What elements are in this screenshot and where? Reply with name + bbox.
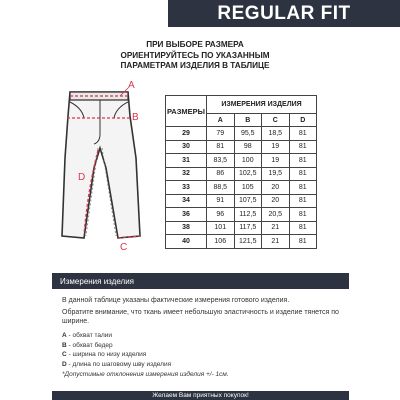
size-cell: 32 — [166, 167, 207, 181]
label-d: D — [78, 172, 86, 183]
section-title: Измерения изделия — [60, 276, 134, 286]
size-cell: 30 — [166, 140, 207, 154]
table-row — [166, 154, 317, 168]
legend-item: C - ширина по низу изделия — [62, 351, 147, 359]
measure-cell: 106 — [207, 235, 235, 249]
measurement-legend — [62, 331, 171, 369]
measure-cell: 19 — [262, 140, 290, 154]
legend-item: D - длина по шаговому шву изделия — [62, 360, 172, 368]
measure-cell: 81 — [289, 167, 317, 181]
elasticity-note: Обратите внимание, что ткань имеет небольшую эластичность и изделие тянется по ширине. — [62, 309, 339, 325]
measure-cell: 86 — [207, 167, 235, 181]
intro-line: ПРИ ВЫБОРЕ РАЗМЕРА — [146, 40, 244, 49]
table-row — [166, 208, 317, 222]
measure-cell: 91 — [207, 194, 235, 208]
measure-cell: 96 — [207, 208, 235, 222]
measure-cell: 112,5 — [234, 208, 262, 222]
column-letter: C — [262, 114, 290, 127]
measure-cell: 88,5 — [207, 181, 235, 195]
measure-cell: 100 — [234, 154, 262, 168]
intro-line: ПАРАМЕТРАМ ИЗДЕЛИЯ В ТАБЛИЦЕ — [120, 61, 270, 70]
measure-cell: 105 — [234, 181, 262, 195]
size-cell: 31 — [166, 154, 207, 168]
footer-banner — [52, 391, 349, 400]
measure-cell: 19,5 — [262, 167, 290, 181]
measure-cell: 19 — [262, 154, 290, 168]
table-row — [166, 127, 317, 141]
measure-cell: 121,5 — [234, 235, 262, 249]
size-cell: 34 — [166, 194, 207, 208]
jeans-diagram — [48, 78, 148, 253]
measure-cell: 21 — [262, 221, 290, 235]
table-row — [166, 221, 317, 235]
legend-item: B - обхват бедер — [62, 341, 113, 349]
measure-cell: 81 — [289, 208, 317, 222]
size-table — [165, 95, 317, 249]
brand-banner — [168, 0, 400, 27]
table-row — [166, 140, 317, 154]
measure-cell: 107,5 — [234, 194, 262, 208]
measure-cell: 79 — [207, 127, 235, 141]
legend-item: A - обхват талии — [62, 332, 113, 339]
sizes-header: РАЗМЕРЫ — [166, 96, 207, 127]
measure-cell: 20,5 — [262, 208, 290, 222]
label-b: B — [132, 112, 139, 123]
column-letter: A — [207, 114, 235, 127]
tolerance-footnote: *Допустимые отклонения измерения изделия +/- 1см. — [62, 371, 229, 378]
footer-text: Желаем Вам приятных покупок! — [152, 392, 249, 399]
jeans-outline — [62, 92, 140, 238]
table-row — [166, 235, 317, 249]
measure-cell: 81 — [289, 154, 317, 168]
measure-cell: 117,5 — [234, 221, 262, 235]
measure-cell: 81 — [289, 127, 317, 141]
intro-line: ОРИЕНТИРУЙТЕСЬ ПО УКАЗАННЫМ — [120, 50, 270, 60]
column-letter: D — [289, 114, 317, 127]
waistband — [70, 92, 128, 100]
measure-cell: 102,5 — [234, 167, 262, 181]
table-row — [166, 167, 317, 181]
label-c: C — [120, 242, 128, 253]
column-letter: B — [234, 114, 262, 127]
measure-cell: 98 — [234, 140, 262, 154]
measure-header: ИЗМЕРЕНИЯ ИЗДЕЛИЯ — [207, 96, 317, 114]
measure-cell: 81 — [289, 221, 317, 235]
size-cell: 29 — [166, 127, 207, 141]
size-cell: 36 — [166, 208, 207, 222]
measure-cell: 81 — [289, 140, 317, 154]
measure-cell: 81 — [289, 235, 317, 249]
size-cell: 38 — [166, 221, 207, 235]
fit-title: REGULAR FIT — [217, 2, 351, 24]
measure-cell: 81 — [289, 181, 317, 195]
intro-text — [120, 40, 270, 72]
description-paragraph: В данной таблице указаны фактические измерения готового изделия. — [62, 297, 290, 304]
label-a: A — [128, 80, 135, 91]
measure-cell: 20 — [262, 194, 290, 208]
table-row — [166, 194, 317, 208]
section-header — [52, 273, 349, 289]
measure-cell: 83,5 — [207, 154, 235, 168]
measure-cell: 81 — [207, 140, 235, 154]
measure-cell: 81 — [289, 194, 317, 208]
measure-cell: 21 — [262, 235, 290, 249]
size-cell: 40 — [166, 235, 207, 249]
measure-cell: 101 — [207, 221, 235, 235]
measure-cell: 95,5 — [234, 127, 262, 141]
measure-cell: 18,5 — [262, 127, 290, 141]
table-row — [166, 181, 317, 195]
measure-cell: 20 — [262, 181, 290, 195]
size-cell: 33 — [166, 181, 207, 195]
